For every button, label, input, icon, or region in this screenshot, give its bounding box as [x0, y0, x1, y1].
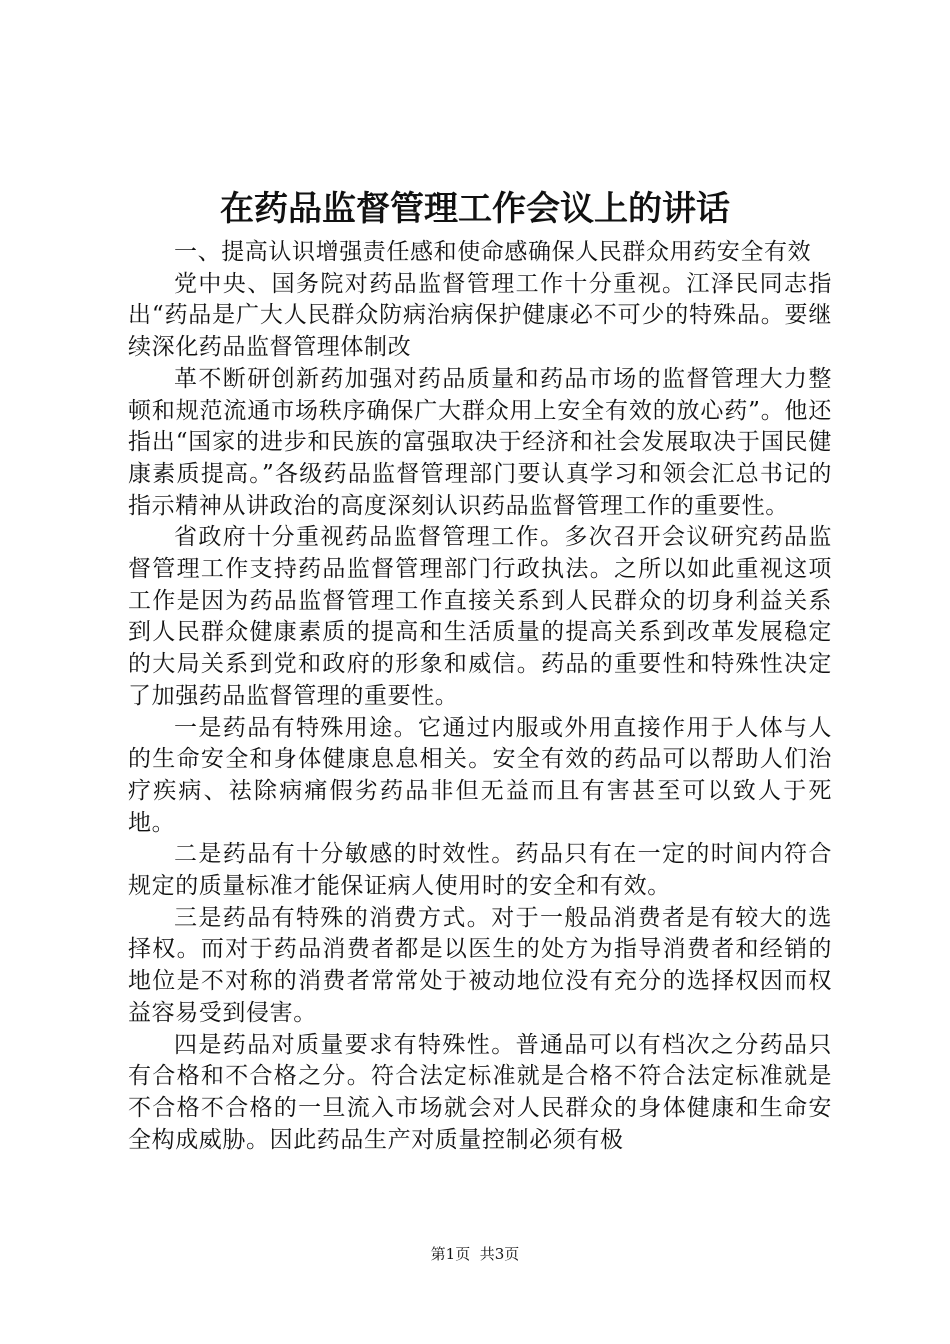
document-body	[128, 237, 832, 1156]
document-title: 在药品监督管理工作会议上的讲话	[220, 189, 730, 229]
paragraph: 革不断研创新药加强对药品质量和药品市场的监督管理大力整顿和规范流通市场秩序确保广大群众用上安全有效的放心药”。他还指出“国家的进步和民族的富强取决于经济和社会发展取决于国民健康素质提高。”各级药品监督管理部门要认真学习和领会汇总书记的指示精神从讲政治的高度深刻认识药品监督管理工作的重要性。	[128, 365, 832, 519]
paragraph: 党中央、国务院对药品监督管理工作十分重视。江泽民同志指出“药品是广大人民群众防病治病保护健康必不可少的特殊品。要继续深化药品监督管理体制改	[128, 270, 832, 361]
paragraph-section-heading: 一、提高认识增强责任感和使命感确保人民群众用药安全有效	[174, 239, 812, 265]
page-footer	[0, 1244, 950, 1264]
paragraph: 四是药品对质量要求有特殊性。普通品可以有档次之分药品只有合格和不合格之分。符合法定标准就是合格不符合法定标准就是不合格不合格的一旦流入市场就会对人民群众的身体健康和生命安全构成威胁。因此药品生产对质量控制必须有极	[128, 1031, 832, 1153]
page-total: 共3页	[479, 1245, 520, 1263]
paragraph: 三是药品有特殊的消费方式。对于一般品消费者是有较大的选择权。而对于药品消费者都是以医生的处方为指导消费者和经销的地位是不对称的消费者常常处于被动地位没有充分的选择权因而权益容易受到侵害。	[128, 904, 832, 1026]
page-number: 第1页	[430, 1245, 471, 1263]
paragraph: 二是药品有十分敏感的时效性。药品只有在一定的时间内符合规定的质量标准才能保证病人使用时的安全和有效。	[128, 841, 832, 900]
paragraph: 省政府十分重视药品监督管理工作。多次召开会议研究药品监督管理工作支持药品监督管理部门行政执法。之所以如此重视这项工作是因为药品监督管理工作直接关系到人民群众的切身利益关系到人民群众健康素质的提高和生活质量的提高关系到改革发展稳定的大局关系到党和政府的形象和威信。药品的重要性和特殊性决定了加强药品监督管理的重要性。	[128, 524, 832, 709]
paragraph: 一是药品有特殊用途。它通过内服或外用直接作用于人体与人的生命安全和身体健康息息相关。安全有效的药品可以帮助人们治疗疾病、祛除病痛假劣药品非但无益而且有害甚至可以致人于死地。	[128, 714, 832, 836]
